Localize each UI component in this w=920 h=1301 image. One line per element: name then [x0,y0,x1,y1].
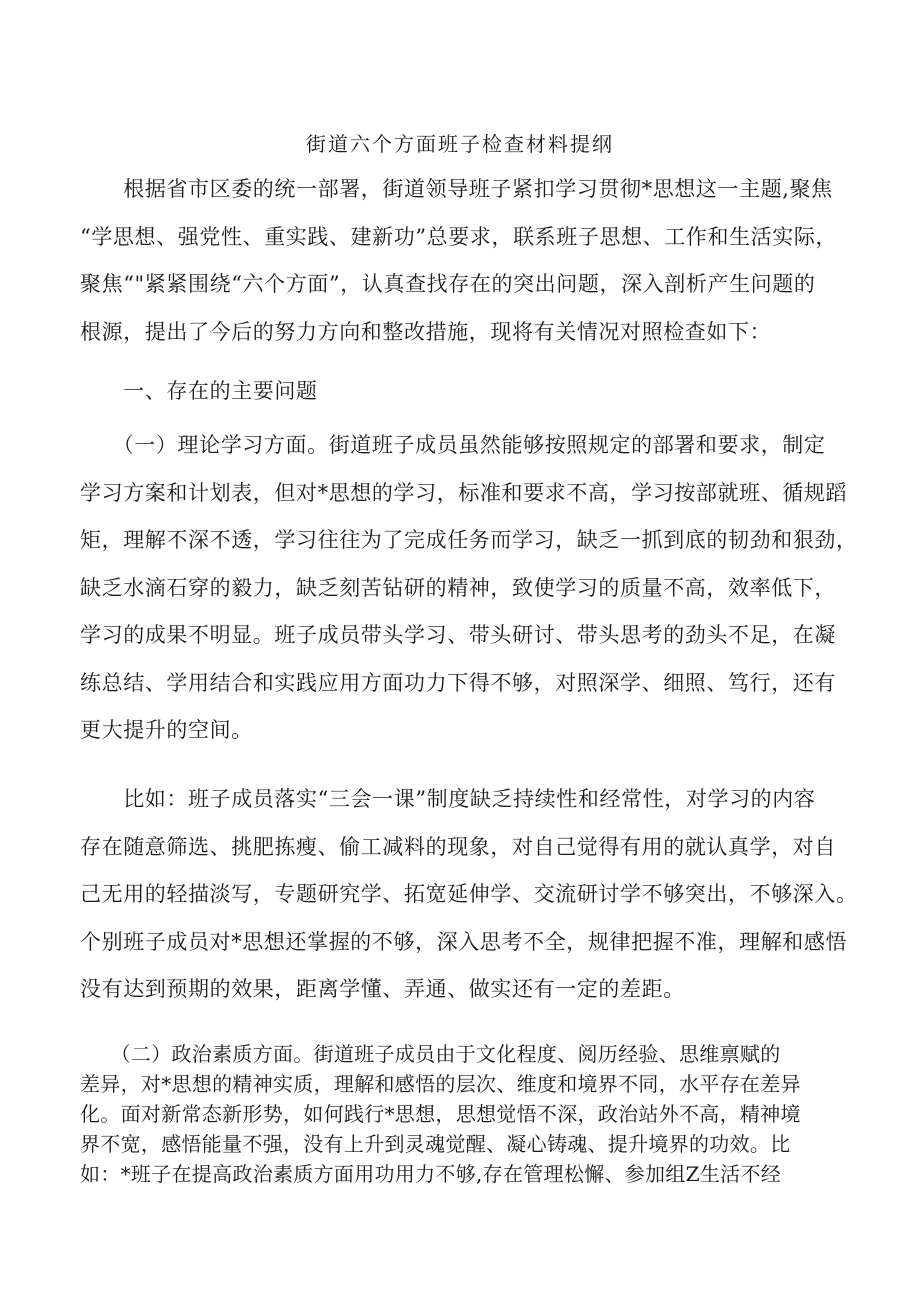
paragraph-line: 学习方案和计划表，但对*思想的学习，标准和要求不高，学习按部就班、循规蹈 [80,480,848,505]
paragraph-line: 如：*班子在提高政治素质方面用功用力不够,存在管理松懈、参加组Z生活不经 [80,1162,782,1186]
paragraph-line: 存在随意筛选、挑肥拣瘦、偷工减料的现象，对自己觉得有用的就认真学，对自 [80,834,836,859]
paragraph-line: 没有达到预期的效果，距离学懂、弄通、做实还有一定的差距。 [80,977,685,1001]
paragraph-line: 学习的成果不明显。班子成员带头学习、带头研讨、带头思考的劲头不足，在凝 [80,623,836,647]
paragraph-line: “学思想、强党性、重实践、建新功”总要求，联系班子思想、工作和生活实际， [80,224,838,249]
paragraph-line: 根据省市区委的统一部署，街道领导班子紧扣学习贯彻*思想这一主题,聚焦 [80,177,833,201]
paragraph-line: 更大提升的空间。 [80,718,253,742]
paragraph-line: 差异，对*思想的精神实质，理解和感悟的层次、维度和境界不同，水平存在差异 [80,1072,801,1096]
paragraph-line: 界不宽，感悟能量不强，没有上升到灵魂觉醒、凝心铸魂、提升境界的功效。比 [80,1132,791,1156]
paragraph-line: （二）政治素质方面。街道班子成员由于文化程度、阅历经验、思维禀赋的 [80,1042,781,1066]
paragraph-line: 一、存在的主要问题 [80,379,318,403]
document-title: 街道六个方面班子检查材料提纲 [306,132,614,156]
paragraph-line: 聚焦“"紧紧围绕“六个方面”，认真查找存在的突出问题，深入剖析产生问题的 [80,272,816,296]
paragraph-political [80,1039,860,1189]
paragraph-line: 化。面对新常态新形势，如何践行*思想，思想觉悟不深，政治站外不高，精神境 [80,1102,801,1126]
paragraph-intro [80,166,860,356]
paragraph-line: 个别班子成员对*思想还掌握的不够，深入思考不全，规律把握不准，理解和感悟 [80,929,848,954]
paragraph-line: 己无用的轻描淡写，专题研究学、拓宽延伸学、交流研讨学不够突出，不够深入。 [80,882,858,906]
paragraph-line: 根源，提出了今后的努力方向和整改措施，现将有关情况对照检查如下： [80,319,772,344]
section-heading [80,368,860,416]
paragraph-line: （一）理论学习方面。街道班子成员虽然能够按照规定的部署和要求，制定 [80,433,826,457]
paragraph-line: 缺乏水滴石穿的毅力，缺乏刻苦钻研的精神，致使学习的质量不高，效率低下， [80,575,836,600]
paragraph-line: 练总结、学用结合和实践应用方面功力下得不够，对照深学、细照、笃行，还有 [80,670,836,695]
paragraph-line: 比如：班子成员落实“三会一课”制度缺乏持续性和经常性，对学习的内容 [80,787,816,811]
paragraph-line: 矩，理解不深不透，学习往往为了完成任务而学习，缺乏一抓到底的韧劲和狠劲， [80,528,858,552]
paragraph-theory [80,422,860,755]
paragraph-example [80,776,860,1014]
